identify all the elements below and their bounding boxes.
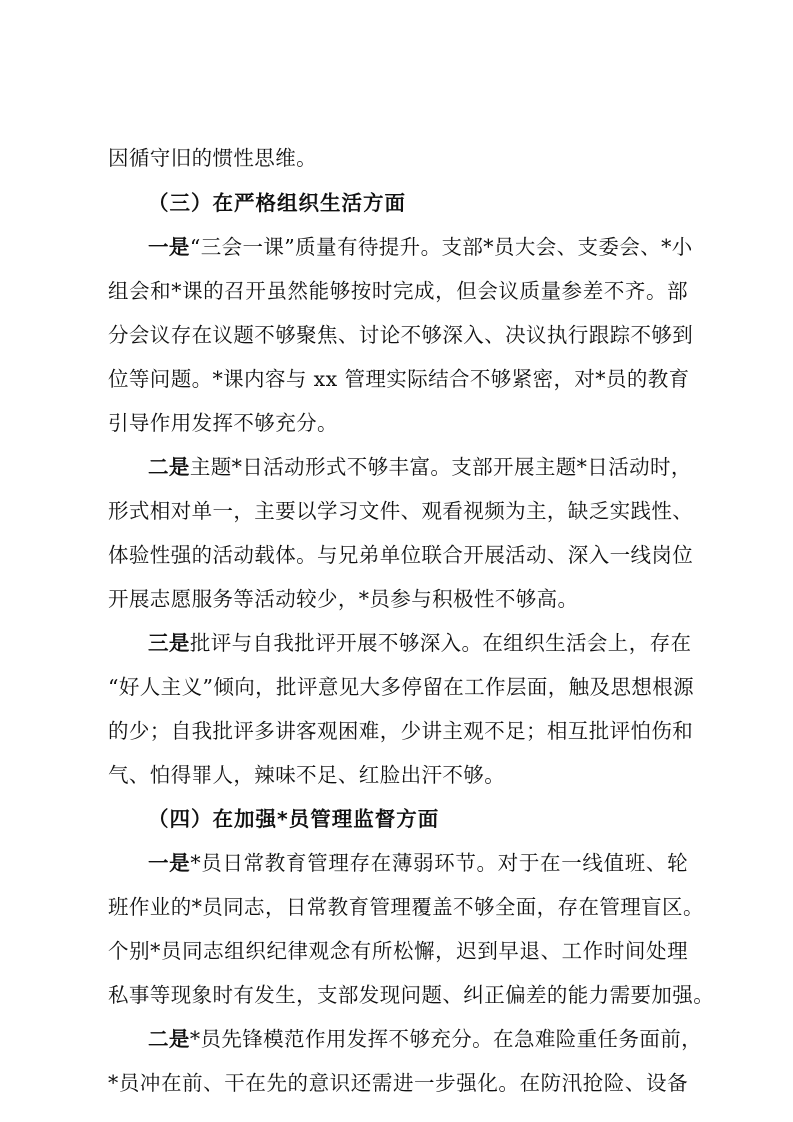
paragraph-lead: 一是 [148,851,191,875]
paragraph-text: 批评与自我批评开展不够深入。在组织生活会上，存在 [189,631,692,655]
section-heading-4: （四）在加强*员管理监督方面 [148,807,440,831]
paragraph-line: 班作业的*员同志，日常教育管理覆盖不够全面，存在管理盲区。 [108,895,704,919]
paragraph-line [148,453,692,481]
paragraph-line: “好人主义”倾向，批评意见大多停留在工作层面，触及思想根源 [108,675,695,699]
paragraph-line: 因循守旧的惯性思维。 [108,146,317,170]
paragraph-line: *员冲在前、干在先的意识还需进一步强化。在防汛抢险、设备 [108,1071,688,1095]
paragraph-lead: 二是 [148,1027,190,1051]
paragraph-line: 气、怕得罪人，辣味不足、红脸出汗不够。 [108,763,506,787]
paragraph-line: 形式相对单一，主要以学习文件、观看视频为主，缺乏实践性、 [108,499,694,523]
paragraph-line [148,233,693,261]
paragraph-line: 组会和*课的召开虽然能够按时完成，但会议质量参差不齐。部 [108,279,688,303]
paragraph-line [148,629,692,657]
paragraph-line: 引导作用发挥不够充分。 [108,411,338,435]
paragraph-text: *员先锋模范作用发挥不够充分。在急难险重任务面前， [189,1027,703,1051]
paragraph-line: 体验性强的活动载体。与兄弟单位联合开展活动、深入一线岗位 [108,543,694,567]
section-heading-3: （三）在严格组织生活方面 [148,191,406,215]
paragraph-line [148,1025,703,1053]
paragraph-text: 主题*日活动形式不够丰富。支部开展主题*日活动时， [189,455,692,479]
paragraph-text: “三会一课”质量有待提升。支部*员大会、支委会、*小 [189,235,693,259]
paragraph-line: 位等问题。*课内容与 xx 管理实际结合不够紧密，对*员的教育 [108,367,690,391]
paragraph-line: 开展志愿服务等活动较少，*员参与积极性不够高。 [108,587,579,611]
paragraph-lead: 二是 [148,455,190,479]
paragraph-lead: 三是 [148,631,190,655]
paragraph-line [148,849,688,877]
paragraph-line: 的少；自我批评多讲客观困难，少讲主观不足；相互批评怕伤和 [108,719,694,743]
paragraph-line: 私事等现象时有发生，支部发现问题、纠正偏差的能力需要加强。 [108,983,715,1007]
paragraph-line: 个别*员同志组织纪律观念有所松懈，迟到早退、工作时间处理 [108,939,688,963]
paragraph-lead: 一是 [148,235,190,259]
paragraph-line: 分会议存在议题不够聚焦、讨论不够深入、决议执行跟踪不够到 [108,323,694,347]
paragraph-text: *员日常教育管理存在薄弱环节。对于在一线值班、轮 [190,851,688,875]
